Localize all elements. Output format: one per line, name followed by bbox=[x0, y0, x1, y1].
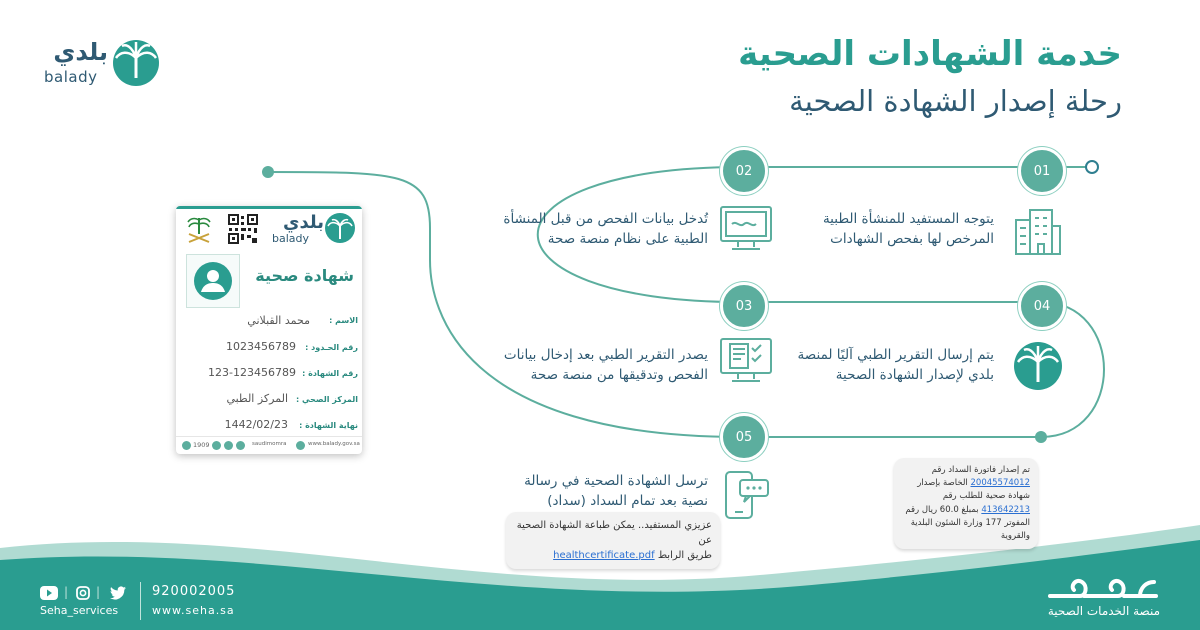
invoice-line1: تم إصدار فاتورة السداد رقم bbox=[931, 465, 1030, 475]
logo-latin: balady bbox=[44, 68, 98, 86]
step-02-line2: الطبية على نظام منصة صحة bbox=[547, 230, 708, 247]
page-subtitle: رحلة إصدار الشهادة الصحية bbox=[789, 84, 1122, 118]
card-top-stripe bbox=[176, 206, 362, 209]
field-expiry-value: 1442/02/23 bbox=[224, 418, 288, 431]
step-04-number: 04 bbox=[1018, 282, 1066, 330]
step-01-number: 01 bbox=[1018, 147, 1066, 195]
instagram-icon[interactable] bbox=[76, 586, 90, 600]
step-05-number: 05 bbox=[720, 413, 768, 461]
field-border-label: رقم الحـدود : bbox=[305, 343, 358, 352]
invoice-line2 bbox=[902, 477, 1030, 490]
request-number-link[interactable]: 413642213 bbox=[981, 504, 1030, 515]
building-icon bbox=[1012, 206, 1064, 258]
step-04-line1: يتم إرسال التقرير الطبي آليًا لمنصة bbox=[797, 347, 994, 363]
step-04-line2: بلدي لإصدار الشهادة الصحية bbox=[835, 366, 994, 383]
invoice-line6: والقروية bbox=[1000, 530, 1030, 541]
step-02-line1: تُدخل بيانات الفحص من قبل المنشأة bbox=[503, 211, 708, 227]
avatar-frame bbox=[186, 254, 240, 308]
card-globe-icon bbox=[296, 441, 305, 450]
step-03-line2: الفحص وتدقيقها من منصة صحة bbox=[530, 366, 708, 383]
youtube-icon[interactable] bbox=[40, 586, 58, 600]
card-site: www.balady.gov.sa bbox=[308, 441, 360, 447]
card-phone-icon bbox=[182, 441, 191, 450]
page-title: خدمة الشهادات الصحية bbox=[738, 34, 1122, 74]
card-palm-icon bbox=[324, 212, 356, 244]
qr-code-icon bbox=[228, 214, 258, 244]
field-center-value: المركز الطبي bbox=[226, 392, 288, 405]
sms-link[interactable]: healthcertificate.pdf bbox=[553, 550, 655, 561]
field-name-label: الاسم : bbox=[329, 316, 358, 325]
invoice-line3: شهادة صحية للطلب رقم bbox=[942, 491, 1030, 502]
invoice-line4-text: بمبلغ 60.0 ريال رقم bbox=[905, 504, 979, 515]
sms-link-label: طريق الرابط bbox=[657, 550, 712, 561]
footer-phone[interactable]: 920002005 bbox=[152, 584, 236, 599]
step-05-line1: ترسل الشهادة الصحية في رسالة bbox=[524, 473, 708, 489]
footer-divider-1: | bbox=[64, 585, 69, 599]
health-certificate-card bbox=[176, 206, 362, 454]
report-monitor-icon bbox=[718, 336, 774, 386]
step-01-text bbox=[774, 210, 994, 249]
twitter-icon[interactable] bbox=[110, 586, 126, 600]
avatar-icon bbox=[193, 261, 233, 301]
invoice-line4 bbox=[902, 504, 1030, 517]
palm-logo-icon bbox=[112, 38, 160, 88]
certificate-title: شهادة صحية bbox=[255, 266, 354, 285]
step-05-text bbox=[468, 472, 708, 511]
field-name-value: محمد القبلاني bbox=[247, 314, 310, 327]
step-04-text bbox=[774, 346, 994, 385]
card-logo-latin: balady bbox=[272, 232, 310, 245]
step-02-number: 02 bbox=[720, 147, 768, 195]
footer-handle: Seha_services bbox=[40, 604, 119, 617]
phone-sms-icon bbox=[720, 468, 772, 524]
card-instagram-icon bbox=[236, 441, 245, 450]
card-handle: saudimomra bbox=[252, 441, 287, 447]
field-cert-no-label: رقم الشهادة : bbox=[302, 369, 358, 378]
card-hotline: 1909 bbox=[193, 441, 210, 449]
invoice-line2-text: الخاصة بإصدار bbox=[917, 478, 968, 489]
field-center-label: المركز الصحي : bbox=[296, 395, 358, 404]
path-mid-dot bbox=[1035, 431, 1047, 443]
card-twitter-icon bbox=[212, 441, 221, 450]
seha-logo-icon bbox=[1044, 572, 1164, 602]
footer-vertical-divider bbox=[140, 582, 141, 620]
card-logo-arabic: بلدي bbox=[282, 212, 324, 233]
step-01-line1: يتوجه المستفيد للمنشأة الطبية bbox=[822, 211, 994, 227]
journey-path bbox=[268, 167, 1104, 437]
sms-line1: عزيزي المستفيد.. يمكن طباعة الشهادة الصحية عن bbox=[516, 520, 712, 546]
step-03-text bbox=[468, 346, 708, 385]
monitor-seha-icon bbox=[718, 204, 774, 254]
logo-arabic: بلدي bbox=[53, 38, 108, 66]
step-01-line2: المرخص لها بفحص الشهادات bbox=[830, 230, 994, 247]
saudi-emblem-icon bbox=[184, 214, 214, 246]
field-expiry-label: نهاية الشهادة : bbox=[299, 421, 358, 430]
footer-website[interactable]: www.seha.sa bbox=[152, 604, 235, 617]
field-cert-no-value: 123-123456789 bbox=[208, 366, 296, 379]
invoice-number-link[interactable]: 20045574012 bbox=[970, 478, 1030, 489]
path-start-dot bbox=[1086, 161, 1098, 173]
invoice-line5: المفوتر 177 وزارة الشئون البلدية bbox=[910, 517, 1030, 528]
card-footer bbox=[176, 436, 362, 454]
card-facebook-icon bbox=[224, 441, 233, 450]
footer bbox=[0, 560, 1200, 630]
step-02-text bbox=[468, 210, 708, 249]
balady-logo bbox=[40, 36, 164, 92]
footer-divider-2: | bbox=[96, 585, 101, 599]
path-end-dot bbox=[262, 166, 274, 178]
step-03-number: 03 bbox=[720, 282, 768, 330]
step-03-line1: يصدر التقرير الطبي بعد إدخال بيانات bbox=[503, 347, 708, 363]
invoice-bubble bbox=[894, 458, 1038, 549]
step-05-line2: نصية بعد تمام السداد (سداد) bbox=[547, 492, 708, 509]
balady-palm-icon bbox=[1012, 340, 1064, 392]
field-border-value: 1023456789 bbox=[226, 340, 296, 353]
seha-brand-subtitle: منصة الخدمات الصحية bbox=[1047, 604, 1160, 618]
